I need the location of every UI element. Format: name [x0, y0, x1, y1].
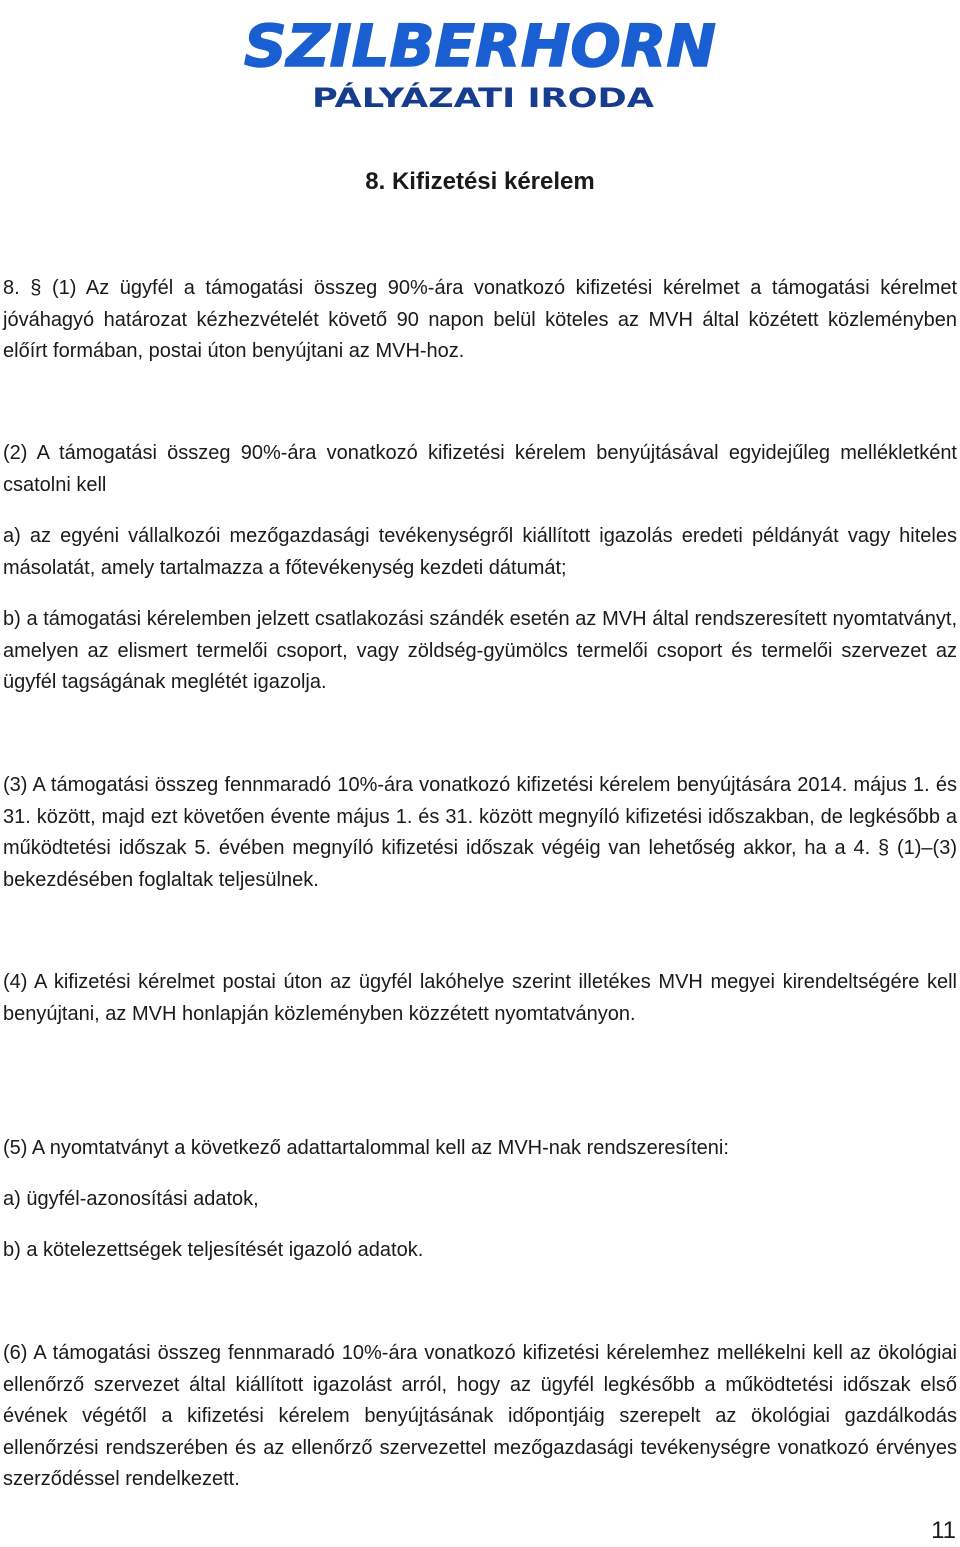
- paragraph-5b: b) a kötelezettségek teljesítését igazoló adatok.: [3, 1239, 424, 1261]
- paragraph-1: 8. § (1) Az ügyfél a támogatási összeg 90%-ára vonatkozó kifizetési kérelmet a támogatási kérelmet jóváhagyó határozat kézhezvételét követő 90 napon belül köteles az MVH által közétett közleményben előírt formában, postai úton benyújtani az MVH-hoz.: [3, 277, 957, 363]
- section-title: 8. Kifizetési kérelem: [365, 168, 595, 195]
- paragraph-2a: a) az egyéni vállalkozói mezőgazdasági tevékenységről kiállított igazolás eredeti példányát vagy hiteles másolatát, amely tartalmazza a főtevékenység kezdeti dátumát;: [3, 525, 957, 579]
- paragraph-3: (3) A támogatási összeg fennmaradó 10%-ára vonatkozó kifizetési kérelem benyújtására 2014. május 1. és 31. között, majd ezt követően évente május 1. és 31. között megnyíló kifizetési időszakban, de legkésőbb a működtetési időszak 5. évében megnyíló kifizetési időszak végéig van lehetőség akkor, ha a 4. § (1)–(3) bekezdésében foglaltak teljesülnek.: [3, 774, 957, 891]
- paragraph-5: (5) A nyomtatványt a következő adattartalommal kell az MVH-nak rendszeresíteni:: [3, 1137, 729, 1159]
- page-number: 11: [931, 1517, 956, 1544]
- paragraph-6: (6) A támogatási összeg fennmaradó 10%-ára vonatkozó kifizetési kérelemhez mellékelni kell az ökológiai ellenőrző szervezet által kiállított igazolást arról, hogy az ügyfél legkésőbb a működtetési időszak első évének végétől a kifizetési kérelem benyújtásának időpontjáig szerepelt az ökológiai gazdálkodás ellenőrzési rendszerében és az ellenőrző szervezettel mezőgazdasági tevékenységre vonatkozó érvényes szerződéssel rendelkezett.: [3, 1342, 957, 1491]
- company-logo: [240, 8, 720, 114]
- paragraph-2b: b) a támogatási kérelemben jelzett csatlakozási szándék esetén az MVH által rendszeresített nyomtatványt, amelyen az elismert termelői csoport, vagy zöldség-gyümölcs termelői csoport és termelői szervezet az ügyfél tagságának meglétét igazolja.: [3, 608, 957, 694]
- logo-tagline: PÁLYÁZATI IRODA: [312, 83, 575, 114]
- logo-graphic: [240, 8, 720, 114]
- paragraph-4: (4) A kifizetési kérelmet postai úton az ügyfél lakóhelye szerint illetékes MVH megyei kirendeltségére kell benyújtani, az MVH honlapján közleményben közzétett nyomtatványon.: [3, 971, 957, 1025]
- paragraph-2: (2) A támogatási összeg 90%-ára vonatkozó kifizetési kérelem benyújtásával egyidejűleg mellékletként csatolni kell: [3, 442, 957, 496]
- paragraph-5a: a) ügyfél-azonosítási adatok,: [3, 1188, 259, 1210]
- logo-name: SZILBERHORN: [244, 12, 716, 80]
